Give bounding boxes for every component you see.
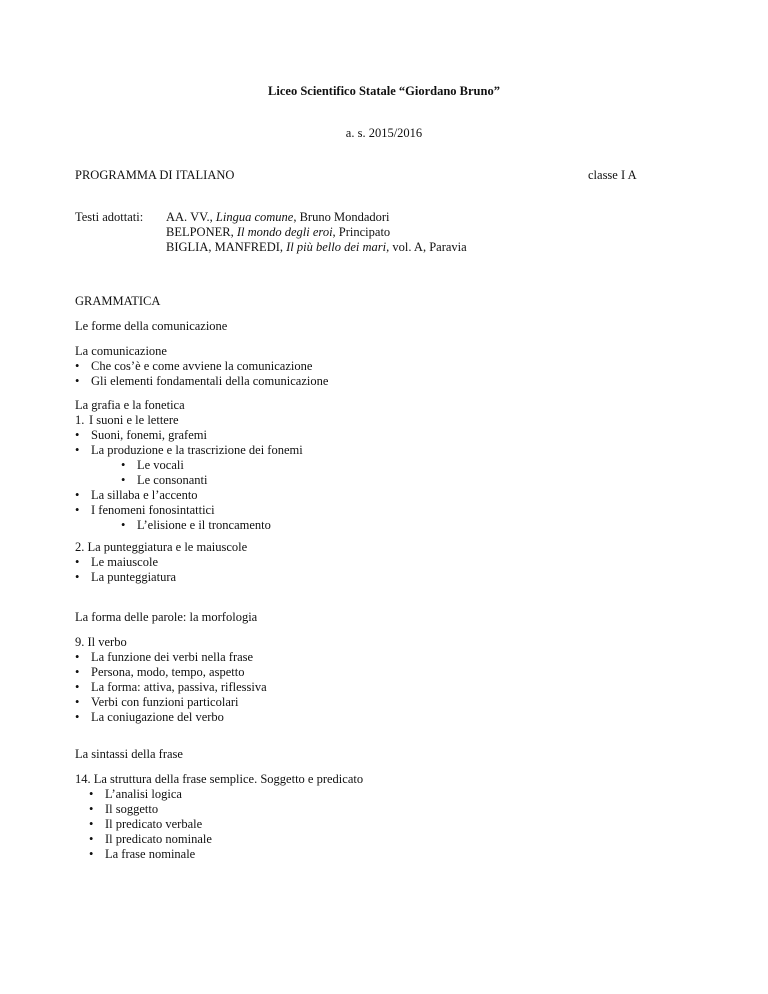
nested-list-item: • Le vocali xyxy=(121,458,184,472)
program-title: PROGRAMMA DI ITALIANO xyxy=(75,168,235,182)
class-label: classe I A xyxy=(588,168,637,182)
section-heading: Le forme della comunicazione xyxy=(75,319,228,333)
subsection-communication xyxy=(75,344,328,389)
subsection-title: 9. Il verbo xyxy=(75,635,127,649)
list-item: • Persona, modo, tempo, aspetto xyxy=(75,665,245,679)
subsection-phonetics xyxy=(75,398,303,533)
school-title: Liceo Scientifico Statale “Giordano Bruno” xyxy=(268,84,500,98)
book-list xyxy=(166,210,467,255)
book-item: BELPONER, Il mondo degli eroi, Principato xyxy=(166,225,391,239)
subsection-title: La grafia e la fonetica xyxy=(75,398,185,412)
list-item: • La sillaba e l’accento xyxy=(75,488,198,502)
subsection-punctuation xyxy=(75,540,247,585)
list-item: • I fenomeni fonosintattici xyxy=(75,503,215,517)
book-item: AA. VV., Lingua comune, Bruno Mondadori xyxy=(166,210,390,224)
list-item: • Il predicato verbale xyxy=(89,817,203,831)
nested-list-item: • Le consonanti xyxy=(121,473,208,487)
list-item: • La funzione dei verbi nella frase xyxy=(75,650,254,664)
list-item: • La coniugazione del verbo xyxy=(75,710,224,724)
section-heading: La forma delle parole: la morfologia xyxy=(75,610,258,624)
numbered-item: 1. I suoni e le lettere xyxy=(75,413,179,427)
list-item: • Suoni, fonemi, grafemi xyxy=(75,428,207,442)
subsection-title: 14. La struttura della frase semplice. Soggetto e predicato xyxy=(75,772,364,786)
list-item: • Il predicato nominale xyxy=(89,832,212,846)
list-item: • Le maiuscole xyxy=(75,555,158,569)
nested-list-item: • L’elisione e il troncamento xyxy=(121,518,271,532)
subsection-sentence-structure xyxy=(75,772,363,862)
book-item: BIGLIA, MANFREDI, Il più bello dei mari, vol. A, Paravia xyxy=(166,240,467,254)
subsection-title: 2. La punteggiatura e le maiuscole xyxy=(75,540,248,554)
adopted-texts-label: Testi adottati: xyxy=(75,210,144,224)
school-year: a. s. 2015/2016 xyxy=(345,126,423,140)
subsection-title: La comunicazione xyxy=(75,344,167,358)
section-heading: La sintassi della frase xyxy=(75,747,183,761)
list-item: • L’analisi logica xyxy=(89,787,182,801)
list-item: • Gli elementi fondamentali della comunicazione xyxy=(75,374,329,388)
subsection-verb xyxy=(75,635,267,725)
list-item: • Che cos’è e come avviene la comunicazione xyxy=(75,359,313,373)
list-item: • Il soggetto xyxy=(89,802,159,816)
list-item: • La forma: attiva, passiva, riflessiva xyxy=(75,680,267,694)
list-item: • La produzione e la trascrizione dei fonemi xyxy=(75,443,303,457)
grammar-heading: GRAMMATICA xyxy=(75,294,161,308)
list-item: • Verbi con funzioni particolari xyxy=(75,695,239,709)
list-item: • La frase nominale xyxy=(89,847,196,861)
list-item: • La punteggiatura xyxy=(75,570,177,584)
